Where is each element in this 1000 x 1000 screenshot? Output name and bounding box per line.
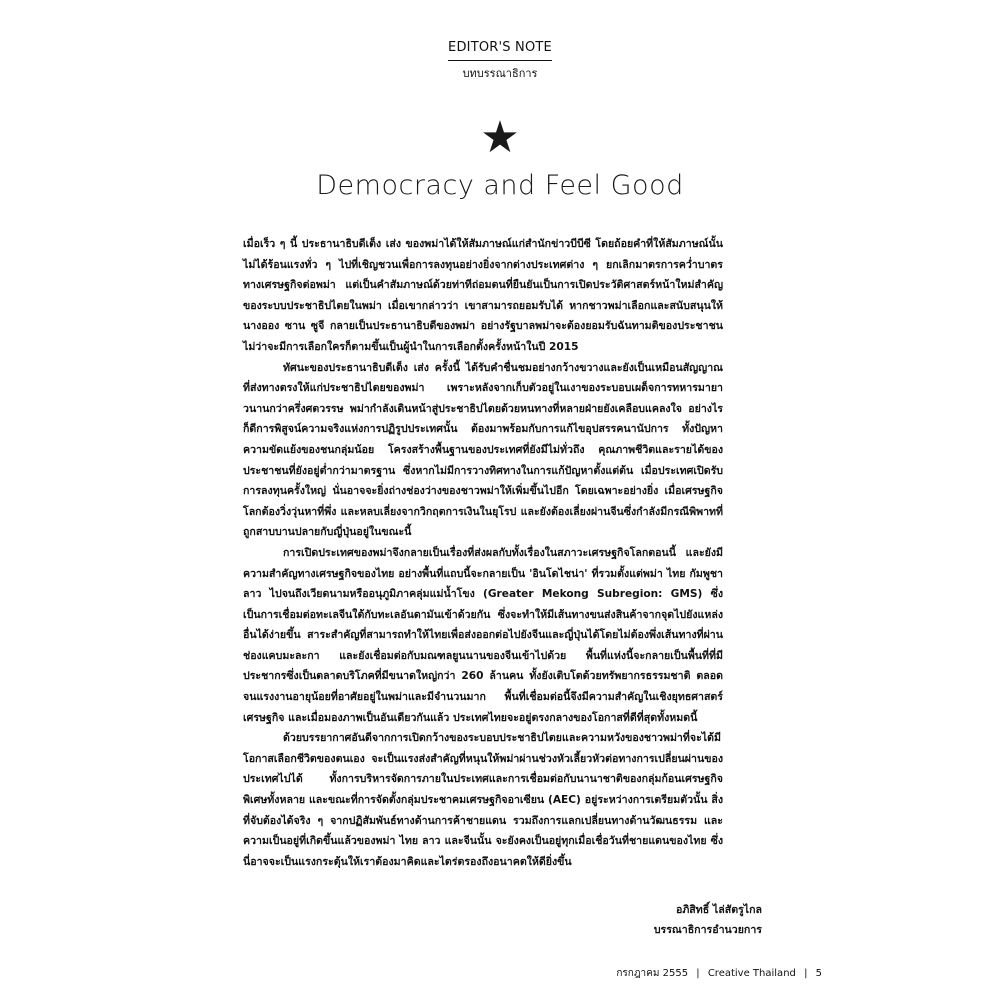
signature-role: บรรณาธิการอำนวยการ	[653, 924, 762, 936]
footer-separator: |	[804, 968, 808, 979]
signature-name: อภิสิทธิ์ ไล่สัตรูไกล	[675, 904, 762, 916]
article-body	[243, 234, 723, 872]
footer-magazine: Creative Thailand	[707, 968, 796, 979]
page-number: 5	[815, 968, 822, 979]
section-label: EDITOR'S NOTE	[448, 40, 552, 61]
signature-block	[600, 900, 762, 940]
section-header	[0, 36, 1000, 82]
article-title: Democracy and Feel Good	[316, 170, 684, 201]
footer-separator: |	[696, 968, 700, 979]
paragraph: ด้วยบรรยากาศอันดีจากการเปิดกว้างของระบอบประชาธิปไตยและความหวังของชาวพม่าที่จะได้มีโอกาสเลือกชีวิตของตนเอง จะเป็นแรงส่งสำคัญที่หนุนให้พม่าผ่านช่วงหัวเลี้ยวหัวต่อทางการเปลี่ยนผ่านของประเทศไปได้ ทั้งการบริหารจัดการภายในประเทศและการเชื่อมต่อกับนานาชาติของกลุ่มก้อนเศรษฐกิจพิเศษทั้งหลาย และขณะที่การจัดตั้งกลุ่มประชาคมเศรษฐกิจอาเซียน (AEC) อยู่ระหว่างการเตรียมตัวนั้น สิ่งที่จับต้องได้จริง ๆ จากปฏิสัมพันธ์ทางด้านการค้าชายแดน รวมถึงการแลกเปลี่ยนทางด้านวัฒนธรรม และความเป็นอยู่ที่เกิดขึ้นแล้วของพม่า ไทย ลาว และจีนนั้น จะยังคงเป็นอยู่ทุกเมื่อเชื่อวันที่ชายแดนของไทย ซึ่งนี่อาจจะเป็นแรงกระตุ้นให้เราต้องมาคิดและไตร่ตรองถึงอนาคตให้ดียิ่งขึ้น	[243, 732, 723, 868]
paragraph: ทัศนะของประธานาธิบดีเต็ง เส่ง ครั้งนี้ ได้รับคำชื่นชมอย่างกว้างขวางและยังเป็นเหมือนสัญญาณที่ส่งทางตรงให้แก่ประชาธิปไตยของพม่า เพราะหลังจากเก็บตัวอยู่ในเงาของระบอบเผด็จการทหารมายาวนานกว่าครึ่งศตวรรษ พม่ากำลังเดินหน้าสู่ประชาธิปไตยด้วยหนทางที่หลายฝ่ายยังเคลือบแคลงใจ อย่างไรก็ดีการพิสูจน์ความจริงแห่งการปฏิรูปประเทศนั้น ต้องมาพร้อมกับการแก้ไขอุปสรรคนานัปการ ทั้งปัญหาความขัดแย้งของชนกลุ่มน้อย โครงสร้างพื้นฐานของประเทศที่ยังมีไม่ทั่วถึง คุณภาพชีวิตและรายได้ของประชาชนที่ยังอยู่ต่ำกว่ามาตรฐาน ซึ่งหากไม่มีการวางทิศทางในการแก้ปัญหาตั้งแต่ต้น เมื่อประเทศเปิดรับการลงทุนครั้งใหญ่ นั่นอาจจะยิ่งถ่างช่องว่างของชาวพม่าให้เพิ่มขึ้นไปอีก โดยเฉพาะอย่างยิ่ง เมื่อเศรษฐกิจโลกต้องวิ่งวุ่นหาที่พึ่ง และหลบเลี่ยงจากวิกฤตการเงินในยุโรป และยังต้องเลี่ยงผ่านจีนซึ่งกำลังมีกรณีพิพาทที่ถูกสาบบานปลายกับญี่ปุ่นอยู่ในขณะนี้	[243, 361, 723, 539]
section-label-thai: บทบรรณาธิการ	[462, 67, 538, 80]
paragraph: การเปิดประเทศของพม่าจึงกลายเป็นเรื่องที่ส่งผลกับทั้งเรื่องในสภาวะเศรษฐกิจโลกตอนนี้ และยังมีความสำคัญทางเศรษฐกิจของไทย อย่างพื้นที่แถบนี้จะกลายเป็น 'อินโดไชน่า' ที่รวมตั้งแต่พม่า ไทย กัมพูชา ลาว ไปจนถึงเวียดนามหรืออนุภูมิภาคลุ่มแม่น้ำโขง (Greater Mekong Subregion: GMS) ซึ่งเป็นการเชื่อมต่อทะเลจีนใต้กับทะเลอันดามันเข้าด้วยกัน ซึ่งจะทำให้มีเส้นทางขนส่งสินค้าจากจุดไปยังแหล่งอื่นได้ง่ายขึ้น สาระสำคัญที่สามารถทำให้ไทยเพื่อส่งออกต่อไปยังจีนและญี่ปุ่นได้โดยไม่ต้องพึ่งเส้นทางที่ผ่านช่องแคบมะละกา และยังเชื่อมต่อกับมณฑลยูนนานของจีนเข้าไปด้วย พื้นที่แห่งนี้จะกลายเป็นพื้นที่ที่มีประชากรซึ่งเป็นตลาดบริโภคที่มีขนาดใหญ่กว่า 260 ล้านคน ทั้งยังเติบโตด้วยทรัพยากรธรรมชาติ ตลอดจนแรงงานอายุน้อยที่อาศัยอยู่ในพม่าและมีจำนวนมาก พื้นที่เชื่อมต่อนี้จึงมีความสำคัญในเชิงยุทธศาสตร์เศรษฐกิจ และเมื่อมองภาพเป็นอันเดียวกันแล้ว ประเทศไทยจะอยู่ตรงกลางของโอกาสที่ดีที่สุดทั้งหมดนี้	[243, 546, 723, 724]
footer-issue: กรกฎาคม 2555	[616, 968, 689, 979]
star-icon: ★	[480, 112, 520, 163]
paragraph: เมื่อเร็ว ๆ นี้ ประธานาธิบดีเต็ง เส่ง ของพม่าได้ให้สัมภาษณ์แก่สำนักข่าวบีบีซี โดยถ้อยคำที่ให้สัมภาษณ์นั้นไม่ได้ร้อนแรงทั่ว ๆ ไปที่เชิญชวนเพื่อการลงทุนอย่างยิ่งจากต่างประเทศต่าง ๆ ยกเลิกมาตรการคว่ำบาตรทางเศรษฐกิจต่อพม่า แต่เป็นคำสัมภาษณ์ด้วยท่าทีถ่อมตนที่ยืนยันเป็นการเปิดประวัติศาสตร์หน้าใหม่สำคัญของระบบประชาธิปไตยในพม่า เมื่อเขากล่าวว่า เขาสามารถยอมรับได้ หากชาวพม่าเลือกและสนับสนุนให้นางออง ซาน ซูจี กลายเป็นประธานาธิบดีของพม่า อย่างรัฐบาลพม่าจะต้องยอมรับฉันทามติของประชาชน ไม่ว่าจะมีการเลือกใครก็ตามขึ้นเป็นผู้นำในการเลือกตั้งครั้งหน้าในปี 2015	[243, 238, 723, 353]
page-footer	[616, 966, 822, 981]
